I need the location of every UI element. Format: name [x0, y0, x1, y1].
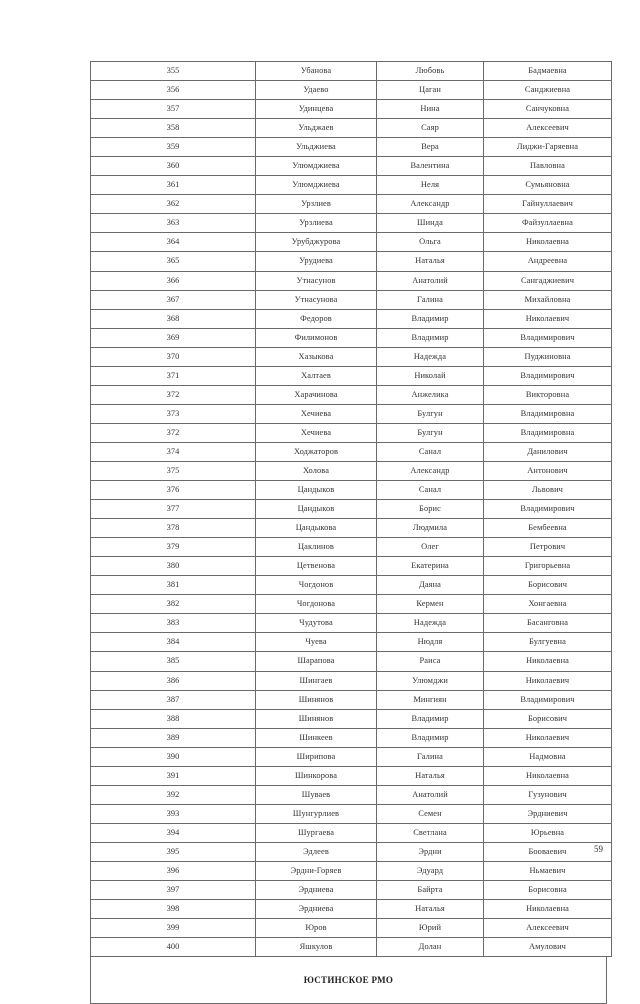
table-row: [91, 481, 612, 500]
first-name-cell: Санал: [377, 481, 484, 500]
patronymic-cell: Гузунович: [484, 785, 612, 804]
patronymic-cell: Ньмаевич: [484, 861, 612, 880]
surname-cell: Ульджиева: [256, 138, 377, 157]
patronymic-cell: Владимирович: [484, 500, 612, 519]
patronymic-cell: Борисович: [484, 576, 612, 595]
first-name-cell: Владимир: [377, 309, 484, 328]
surname-cell: Эрдниева: [256, 900, 377, 919]
patronymic-cell: Данилович: [484, 442, 612, 461]
first-name-cell: Борис: [377, 500, 484, 519]
row-number-cell: 370: [91, 347, 256, 366]
patronymic-cell: Борисовна: [484, 881, 612, 900]
first-name-cell: Эрдни: [377, 842, 484, 861]
page-number: 59: [594, 844, 603, 854]
table-row: [91, 195, 612, 214]
table-row: [91, 728, 612, 747]
row-number-cell: 389: [91, 728, 256, 747]
row-number-cell: 378: [91, 519, 256, 538]
row-number-cell: 368: [91, 309, 256, 328]
patronymic-cell: Гайнуллаевич: [484, 195, 612, 214]
row-number-cell: 393: [91, 804, 256, 823]
first-name-cell: Екатерина: [377, 557, 484, 576]
table-row: [91, 309, 612, 328]
surname-cell: Убанова: [256, 62, 377, 81]
patronymic-cell: Антонович: [484, 461, 612, 480]
surname-cell: Чогдонова: [256, 595, 377, 614]
row-number-cell: 363: [91, 214, 256, 233]
row-number-cell: 364: [91, 233, 256, 252]
first-name-cell: Светлана: [377, 823, 484, 842]
table-row: [91, 690, 612, 709]
surname-cell: Харачинова: [256, 385, 377, 404]
surname-cell: Шинкорова: [256, 766, 377, 785]
table-row: [91, 442, 612, 461]
table-row: [91, 595, 612, 614]
row-number-cell: 382: [91, 595, 256, 614]
row-number-cell: 385: [91, 652, 256, 671]
section-title: ЮСТИНСКОЕ РМО: [90, 957, 607, 1004]
row-number-cell: 375: [91, 461, 256, 480]
table-row: [91, 881, 612, 900]
surname-cell: Шингаев: [256, 671, 377, 690]
row-number-cell: 367: [91, 290, 256, 309]
row-number-cell: 384: [91, 633, 256, 652]
first-name-cell: Любовь: [377, 62, 484, 81]
first-name-cell: Наталья: [377, 252, 484, 271]
first-name-cell: Юрий: [377, 919, 484, 938]
first-name-cell: Неля: [377, 176, 484, 195]
first-name-cell: Надежда: [377, 614, 484, 633]
row-number-cell: 366: [91, 271, 256, 290]
first-name-cell: Нюдля: [377, 633, 484, 652]
table-row: [91, 328, 612, 347]
patronymic-cell: Надмовна: [484, 747, 612, 766]
surname-cell: Ульджаев: [256, 119, 377, 138]
row-number-cell: 381: [91, 576, 256, 595]
row-number-cell: 357: [91, 100, 256, 119]
table-row: [91, 62, 612, 81]
row-number-cell: 372: [91, 385, 256, 404]
patronymic-cell: Владимирович: [484, 328, 612, 347]
surname-cell: Хечиева: [256, 404, 377, 423]
first-name-cell: Людмила: [377, 519, 484, 538]
table-row: [91, 709, 612, 728]
first-name-cell: Владимир: [377, 709, 484, 728]
patronymic-cell: Николаевна: [484, 233, 612, 252]
first-name-cell: Даяна: [377, 576, 484, 595]
patronymic-cell: Пуджиновна: [484, 347, 612, 366]
patronymic-cell: Львович: [484, 481, 612, 500]
first-name-cell: Валентина: [377, 157, 484, 176]
table-row: [91, 100, 612, 119]
first-name-cell: Николай: [377, 366, 484, 385]
patronymic-cell: Амулович: [484, 938, 612, 957]
surname-cell: Хечиева: [256, 423, 377, 442]
first-name-cell: Наталья: [377, 766, 484, 785]
patronymic-cell: Владимировна: [484, 404, 612, 423]
table-row: [91, 557, 612, 576]
first-name-cell: Ольга: [377, 233, 484, 252]
patronymic-cell: Николаевна: [484, 766, 612, 785]
surname-cell: Филимонов: [256, 328, 377, 347]
first-name-cell: Олег: [377, 538, 484, 557]
patronymic-cell: Владимирович: [484, 366, 612, 385]
first-name-cell: Владимир: [377, 728, 484, 747]
surname-cell: Юров: [256, 919, 377, 938]
row-number-cell: 355: [91, 62, 256, 81]
row-number-cell: 362: [91, 195, 256, 214]
surname-cell: Яшкулов: [256, 938, 377, 957]
first-name-cell: Семен: [377, 804, 484, 823]
row-number-cell: 376: [91, 481, 256, 500]
first-name-cell: Булгун: [377, 404, 484, 423]
table-row: [91, 652, 612, 671]
surname-cell: Утнасунов: [256, 271, 377, 290]
surname-cell: Урудиева: [256, 252, 377, 271]
patronymic-cell: Бооваевич: [484, 842, 612, 861]
table-row: [91, 214, 612, 233]
table-row: [91, 81, 612, 100]
surname-cell: Шургаева: [256, 823, 377, 842]
table-row: [91, 233, 612, 252]
surname-cell: Цандыкова: [256, 519, 377, 538]
table-row: [91, 633, 612, 652]
surname-cell: Чуева: [256, 633, 377, 652]
table-row: [91, 176, 612, 195]
table-row: [91, 290, 612, 309]
patronymic-cell: Сумьяновна: [484, 176, 612, 195]
table-row: [91, 938, 612, 957]
surname-cell: Урзлиев: [256, 195, 377, 214]
document-sheet: [90, 61, 607, 1004]
surname-cell: Шинкеев: [256, 728, 377, 747]
table-row: [91, 576, 612, 595]
surname-cell: Цандыков: [256, 481, 377, 500]
row-number-cell: 391: [91, 766, 256, 785]
row-number-cell: 388: [91, 709, 256, 728]
table-row: [91, 804, 612, 823]
patronymic-cell: Сангаджиевич: [484, 271, 612, 290]
patronymic-cell: Санчуковна: [484, 100, 612, 119]
first-name-cell: Долан: [377, 938, 484, 957]
first-name-cell: Анжелика: [377, 385, 484, 404]
first-name-cell: Булгун: [377, 423, 484, 442]
first-name-cell: Наталья: [377, 900, 484, 919]
row-number-cell: 377: [91, 500, 256, 519]
surname-cell: Шарапова: [256, 652, 377, 671]
surname-cell: Шинянов: [256, 709, 377, 728]
patronymic-cell: Лиджи-Гаряевна: [484, 138, 612, 157]
first-name-cell: Нина: [377, 100, 484, 119]
first-name-cell: Анатолий: [377, 785, 484, 804]
table-row: [91, 842, 612, 861]
patronymic-cell: Михайловна: [484, 290, 612, 309]
first-name-cell: Надежда: [377, 347, 484, 366]
first-name-cell: Байрта: [377, 881, 484, 900]
table-row: [91, 423, 612, 442]
surname-cell: Хазыкова: [256, 347, 377, 366]
patronymic-cell: Файзуллаевна: [484, 214, 612, 233]
table-row: [91, 500, 612, 519]
surname-cell: Чогдонов: [256, 576, 377, 595]
patronymic-cell: Юрьевна: [484, 823, 612, 842]
patronymic-cell: Булгуевна: [484, 633, 612, 652]
table-row: [91, 614, 612, 633]
row-number-cell: 369: [91, 328, 256, 347]
patronymic-cell: Павловна: [484, 157, 612, 176]
table-row: [91, 785, 612, 804]
table-row: [91, 919, 612, 938]
row-number-cell: 396: [91, 861, 256, 880]
table-row: [91, 119, 612, 138]
table-row: [91, 766, 612, 785]
row-number-cell: 372: [91, 423, 256, 442]
row-number-cell: 379: [91, 538, 256, 557]
row-number-cell: 380: [91, 557, 256, 576]
patronymic-cell: Алексеевич: [484, 119, 612, 138]
surname-cell: Цаклинов: [256, 538, 377, 557]
first-name-cell: Улюмджи: [377, 671, 484, 690]
patronymic-cell: Санджиевна: [484, 81, 612, 100]
patronymic-cell: Алексеевич: [484, 919, 612, 938]
row-number-cell: 356: [91, 81, 256, 100]
surname-cell: Холова: [256, 461, 377, 480]
patronymic-cell: Николаевич: [484, 728, 612, 747]
first-name-cell: Владимир: [377, 328, 484, 347]
surname-cell: Урзлиева: [256, 214, 377, 233]
patronymic-cell: Басанговна: [484, 614, 612, 633]
surname-cell: Халтаев: [256, 366, 377, 385]
surname-cell: Урубджурова: [256, 233, 377, 252]
row-number-cell: 398: [91, 900, 256, 919]
first-name-cell: Галина: [377, 747, 484, 766]
patronymic-cell: Бадмаевна: [484, 62, 612, 81]
surname-cell: Улюмджиева: [256, 176, 377, 195]
table-row: [91, 823, 612, 842]
row-number-cell: 390: [91, 747, 256, 766]
first-name-cell: Мингиян: [377, 690, 484, 709]
table-row: [91, 900, 612, 919]
patronymic-cell: Петрович: [484, 538, 612, 557]
first-name-cell: Эдуард: [377, 861, 484, 880]
patronymic-cell: Николаевич: [484, 309, 612, 328]
surname-cell: Ширипова: [256, 747, 377, 766]
table-row: [91, 271, 612, 290]
surname-cell: Федоров: [256, 309, 377, 328]
patronymic-cell: Владимировна: [484, 423, 612, 442]
first-name-cell: Цаган: [377, 81, 484, 100]
first-name-cell: Саяр: [377, 119, 484, 138]
surname-cell: Удинцева: [256, 100, 377, 119]
table-row: [91, 385, 612, 404]
surname-cell: Утнасунова: [256, 290, 377, 309]
row-number-cell: 400: [91, 938, 256, 957]
table-row: [91, 461, 612, 480]
table-row: [91, 538, 612, 557]
table-row: [91, 366, 612, 385]
row-number-cell: 387: [91, 690, 256, 709]
patronymic-cell: Николаевна: [484, 652, 612, 671]
patronymic-cell: Борисович: [484, 709, 612, 728]
row-number-cell: 383: [91, 614, 256, 633]
table-row: [91, 671, 612, 690]
row-number-cell: 358: [91, 119, 256, 138]
row-number-cell: 386: [91, 671, 256, 690]
surname-cell: Ходжаторов: [256, 442, 377, 461]
roster-table: [90, 61, 612, 957]
first-name-cell: Шинда: [377, 214, 484, 233]
row-number-cell: 374: [91, 442, 256, 461]
table-row: [91, 157, 612, 176]
table-row: [91, 519, 612, 538]
patronymic-cell: Бембеевна: [484, 519, 612, 538]
row-number-cell: 394: [91, 823, 256, 842]
table-row: [91, 252, 612, 271]
surname-cell: Удаево: [256, 81, 377, 100]
patronymic-cell: Николаевна: [484, 900, 612, 919]
first-name-cell: Анатолий: [377, 271, 484, 290]
surname-cell: Шуваев: [256, 785, 377, 804]
surname-cell: Цандыков: [256, 500, 377, 519]
row-number-cell: 395: [91, 842, 256, 861]
surname-cell: Цетвенова: [256, 557, 377, 576]
table-row: [91, 404, 612, 423]
first-name-cell: Александр: [377, 195, 484, 214]
table-row: [91, 861, 612, 880]
row-number-cell: 360: [91, 157, 256, 176]
first-name-cell: Кермен: [377, 595, 484, 614]
surname-cell: Эрдниева: [256, 881, 377, 900]
row-number-cell: 359: [91, 138, 256, 157]
table-row: [91, 138, 612, 157]
row-number-cell: 371: [91, 366, 256, 385]
patronymic-cell: Григорьевна: [484, 557, 612, 576]
patronymic-cell: Андреевна: [484, 252, 612, 271]
patronymic-cell: Николаевич: [484, 671, 612, 690]
patronymic-cell: Хонгаевна: [484, 595, 612, 614]
table-row: [91, 347, 612, 366]
row-number-cell: 399: [91, 919, 256, 938]
first-name-cell: Раиса: [377, 652, 484, 671]
row-number-cell: 392: [91, 785, 256, 804]
surname-cell: Эдлеев: [256, 842, 377, 861]
first-name-cell: Александр: [377, 461, 484, 480]
surname-cell: Улюмджиева: [256, 157, 377, 176]
patronymic-cell: Владимирович: [484, 690, 612, 709]
first-name-cell: Санал: [377, 442, 484, 461]
surname-cell: Шунгурлиев: [256, 804, 377, 823]
row-number-cell: 365: [91, 252, 256, 271]
surname-cell: Чудутова: [256, 614, 377, 633]
first-name-cell: Галина: [377, 290, 484, 309]
row-number-cell: 397: [91, 881, 256, 900]
patronymic-cell: Эрдниевич: [484, 804, 612, 823]
row-number-cell: 373: [91, 404, 256, 423]
first-name-cell: Вера: [377, 138, 484, 157]
patronymic-cell: Викторовна: [484, 385, 612, 404]
surname-cell: Эрдни-Горяев: [256, 861, 377, 880]
row-number-cell: 361: [91, 176, 256, 195]
surname-cell: Шинянов: [256, 690, 377, 709]
table-row: [91, 747, 612, 766]
roster-table-body: [91, 62, 612, 957]
